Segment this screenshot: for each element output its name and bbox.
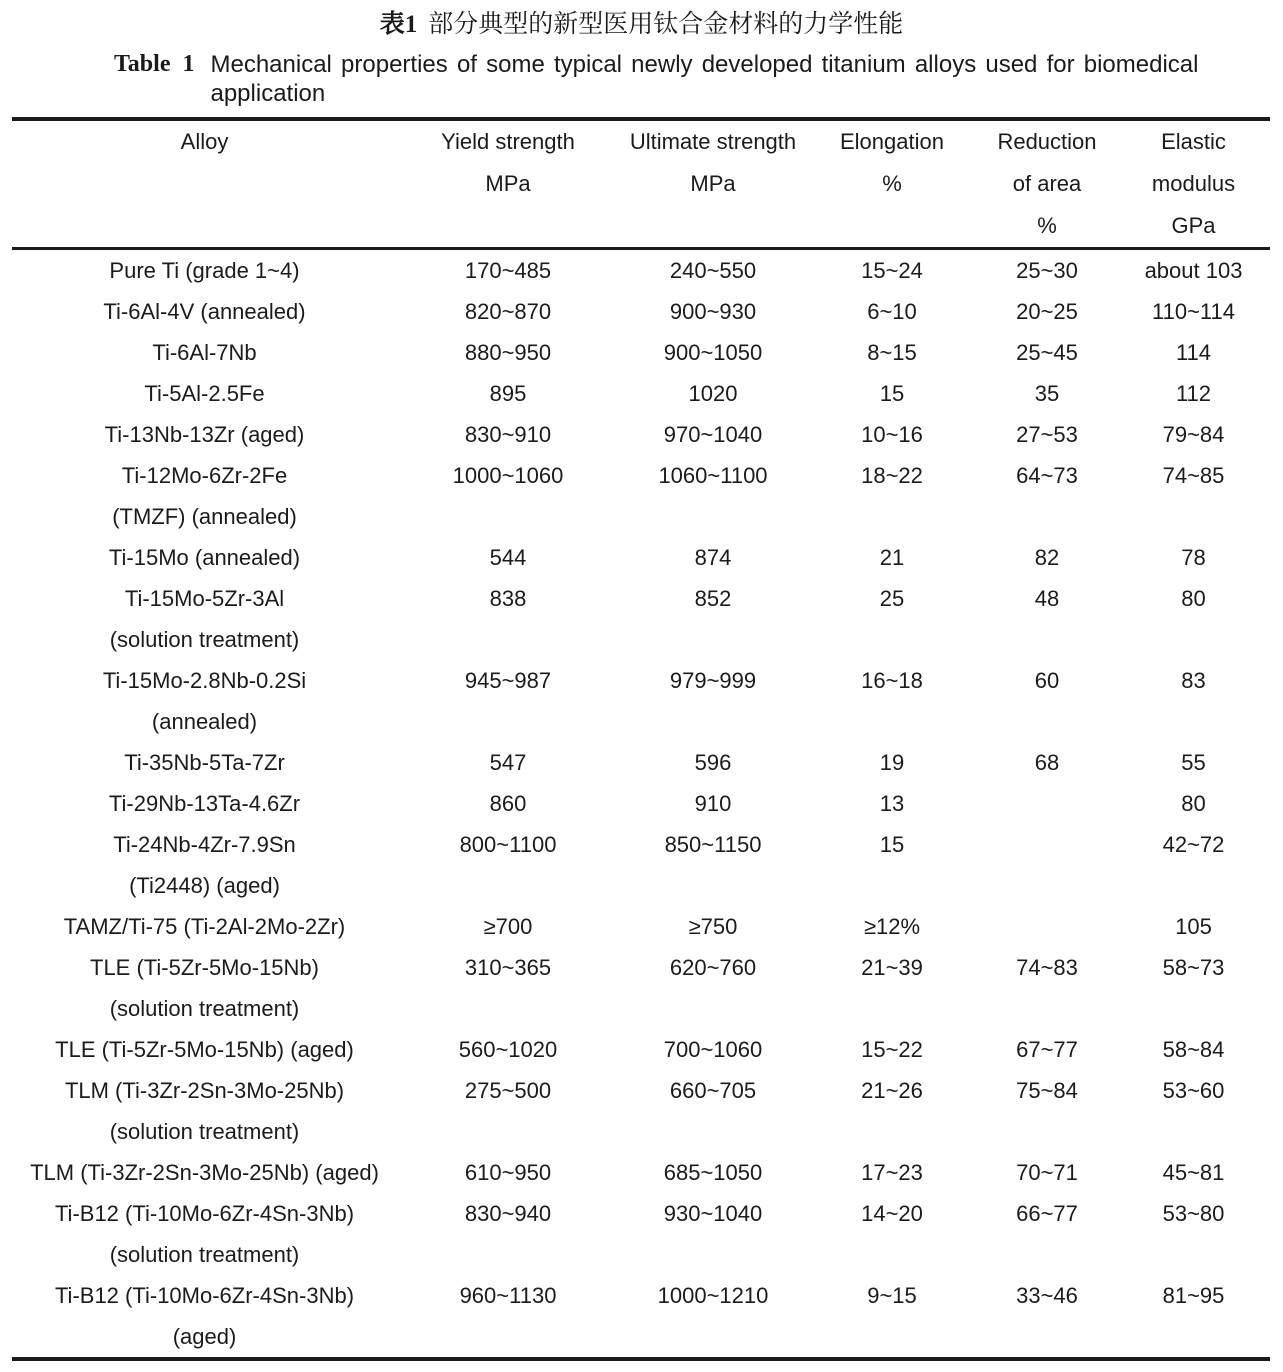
value-cell-elongation — [807, 1029, 977, 1070]
value-cell-ultimate-strength — [619, 660, 807, 742]
table-title-zh-text: 部分典型的新型医用钛合金材料的力学性能 — [428, 11, 904, 38]
value-line: 33~46 — [1016, 1283, 1078, 1308]
value-cell-reduction-of-area — [977, 660, 1117, 742]
header-cell-yield-strength — [397, 119, 619, 249]
value-line: 700~1060 — [663, 1037, 763, 1062]
alloy-cell — [12, 373, 397, 414]
value-line: 114 — [1175, 340, 1212, 365]
value-cell-reduction-of-area — [977, 537, 1117, 578]
value-line: 81~95 — [1162, 1283, 1225, 1308]
value-line: 970~1040 — [663, 422, 763, 447]
header-cell-reduction-of-area — [977, 119, 1117, 249]
value-line: 240~550 — [669, 258, 757, 283]
value-cell-elastic-modulus — [1117, 1193, 1270, 1275]
alloy-line: Ti-13Nb-13Zr (aged) — [104, 422, 305, 447]
alloy-line: (TMZF) (annealed) — [112, 504, 297, 529]
header-line: % — [1037, 213, 1057, 238]
value-cell-ultimate-strength — [619, 537, 807, 578]
value-line: 48 — [1034, 586, 1060, 611]
value-cell-elongation — [807, 1070, 977, 1152]
value-cell-elongation — [807, 906, 977, 947]
alloy-line: (solution treatment) — [109, 1119, 300, 1144]
value-line: about 103 — [1144, 258, 1243, 283]
value-line: 9~15 — [867, 1283, 917, 1308]
table-row — [12, 1275, 1270, 1359]
value-line: 25 — [879, 586, 905, 611]
header-line: GPa — [1171, 213, 1216, 238]
value-line: 900~930 — [669, 299, 757, 324]
value-cell-elongation — [807, 373, 977, 414]
value-cell-reduction-of-area — [977, 1029, 1117, 1070]
table-row — [12, 742, 1270, 783]
alloy-cell — [12, 455, 397, 537]
value-cell-yield-strength — [397, 1152, 619, 1193]
value-line: 15~24 — [861, 258, 923, 283]
header-line: modulus — [1151, 171, 1236, 196]
value-cell-yield-strength — [397, 906, 619, 947]
value-line: 820~870 — [464, 299, 552, 324]
value-cell-elastic-modulus — [1117, 578, 1270, 660]
value-line: 68 — [1034, 750, 1060, 775]
value-cell-yield-strength — [397, 1029, 619, 1070]
value-line: 112 — [1175, 381, 1212, 406]
value-line: 8~15 — [867, 340, 917, 365]
value-line: 82 — [1034, 545, 1060, 570]
value-cell-elongation — [807, 947, 977, 1029]
value-cell-elongation — [807, 824, 977, 906]
alloy-cell — [12, 537, 397, 578]
value-line: 10~16 — [861, 422, 923, 447]
table-row — [12, 947, 1270, 1029]
value-cell-yield-strength — [397, 947, 619, 1029]
value-line: 64~73 — [1016, 463, 1078, 488]
value-cell-yield-strength — [397, 578, 619, 660]
alloy-line: Ti-12Mo-6Zr-2Fe — [121, 463, 288, 488]
alloy-line: Ti-15Mo-2.8Nb-0.2Si — [102, 668, 307, 693]
value-line: 1060~1100 — [658, 463, 768, 488]
alloy-line: (annealed) — [151, 709, 258, 734]
value-cell-ultimate-strength — [619, 373, 807, 414]
value-cell-yield-strength — [397, 1275, 619, 1359]
value-line: 170~485 — [464, 258, 552, 283]
value-line: 560~1020 — [458, 1037, 558, 1062]
value-line: 80 — [1181, 586, 1206, 611]
value-line: 75~84 — [1016, 1078, 1078, 1103]
header-line: of area — [1012, 171, 1082, 196]
value-cell-elastic-modulus — [1117, 947, 1270, 1029]
value-line: 110~114 — [1152, 299, 1235, 324]
alloy-line: TLM (Ti-3Zr-2Sn-3Mo-25Nb) (aged) — [30, 1160, 379, 1185]
value-line: 1000~1060 — [452, 463, 564, 488]
alloy-line: (solution treatment) — [109, 996, 300, 1021]
value-line: 55 — [1181, 750, 1206, 775]
alloy-cell — [12, 249, 397, 292]
alloy-line: Ti-24Nb-4Zr-7.9Sn — [113, 832, 296, 857]
value-cell-ultimate-strength — [619, 578, 807, 660]
value-cell-ultimate-strength — [619, 291, 807, 332]
alloy-line: (Ti2448) (aged) — [129, 873, 280, 898]
value-line: 78 — [1181, 545, 1206, 570]
value-cell-reduction-of-area — [977, 1275, 1117, 1359]
value-line: 310~365 — [464, 955, 552, 980]
value-cell-elongation — [807, 537, 977, 578]
value-cell-elastic-modulus — [1117, 537, 1270, 578]
alloy-line: Ti-B12 (Ti-10Mo-6Zr-4Sn-3Nb) — [54, 1283, 355, 1308]
value-cell-ultimate-strength — [619, 414, 807, 455]
table-row — [12, 1193, 1270, 1275]
table-row — [12, 1152, 1270, 1193]
value-cell-elastic-modulus — [1117, 1070, 1270, 1152]
value-cell-ultimate-strength — [619, 332, 807, 373]
table-row — [12, 906, 1270, 947]
value-cell-ultimate-strength — [619, 906, 807, 947]
value-cell-reduction-of-area — [977, 1070, 1117, 1152]
value-cell-elastic-modulus — [1117, 1152, 1270, 1193]
value-line: 930~1040 — [663, 1201, 763, 1226]
header-line: MPa — [690, 171, 736, 196]
value-cell-reduction-of-area — [977, 742, 1117, 783]
table-row — [12, 414, 1270, 455]
value-line: 58~73 — [1162, 955, 1225, 980]
header-line: Elastic — [1161, 129, 1226, 154]
value-cell-ultimate-strength — [619, 1152, 807, 1193]
value-line: 660~705 — [669, 1078, 757, 1103]
value-cell-elongation — [807, 742, 977, 783]
table-row — [12, 824, 1270, 906]
value-cell-elongation — [807, 291, 977, 332]
value-cell-elongation — [807, 1193, 977, 1275]
value-cell-elongation — [807, 249, 977, 292]
value-cell-ultimate-strength — [619, 455, 807, 537]
value-cell-elongation — [807, 660, 977, 742]
table-caption-line2: application — [210, 80, 326, 107]
value-cell-reduction-of-area — [977, 1152, 1117, 1193]
value-cell-ultimate-strength — [619, 1275, 807, 1359]
value-cell-elongation — [807, 1152, 977, 1193]
value-line: 20~25 — [1016, 299, 1078, 324]
value-line: 544 — [489, 545, 527, 570]
alloy-cell — [12, 824, 397, 906]
value-cell-yield-strength — [397, 1070, 619, 1152]
value-line: 945~987 — [464, 668, 552, 693]
value-line: 17~23 — [861, 1160, 923, 1185]
alloy-line: Ti-B12 (Ti-10Mo-6Zr-4Sn-3Nb) — [54, 1201, 355, 1226]
value-line: 83 — [1181, 668, 1206, 693]
value-cell-ultimate-strength — [619, 1070, 807, 1152]
alloy-cell — [12, 742, 397, 783]
header-line: Yield strength — [441, 129, 575, 154]
value-cell-elongation — [807, 455, 977, 537]
value-line: 53~80 — [1162, 1201, 1225, 1226]
value-cell-reduction-of-area — [977, 783, 1117, 824]
value-cell-ultimate-strength — [619, 249, 807, 292]
value-cell-elongation — [807, 1275, 977, 1359]
value-line: 596 — [694, 750, 732, 775]
header-line: Alloy — [180, 129, 229, 154]
value-cell-ultimate-strength — [619, 1029, 807, 1070]
value-line: 21~39 — [861, 955, 923, 980]
value-cell-ultimate-strength — [619, 742, 807, 783]
header-line: % — [882, 171, 902, 196]
value-line: 275~500 — [464, 1078, 552, 1103]
value-line: 850~1150 — [664, 832, 762, 857]
value-line: 852 — [694, 586, 732, 611]
alloy-cell — [12, 783, 397, 824]
table-caption-en — [114, 50, 1283, 108]
value-cell-yield-strength — [397, 783, 619, 824]
value-line: 979~999 — [669, 668, 757, 693]
value-line: ≥750 — [688, 914, 738, 939]
alloy-cell — [12, 1152, 397, 1193]
value-line: 15~22 — [861, 1037, 923, 1062]
table-title-zh — [0, 0, 1283, 40]
value-cell-elastic-modulus — [1117, 414, 1270, 455]
value-cell-elastic-modulus — [1117, 1275, 1270, 1359]
value-line: 685~1050 — [663, 1160, 763, 1185]
table-row — [12, 537, 1270, 578]
value-line: 1000~1210 — [657, 1283, 769, 1308]
alloy-cell — [12, 578, 397, 660]
alloy-line: Ti-6Al-7Nb — [152, 340, 257, 365]
value-line: 18~22 — [861, 463, 923, 488]
value-cell-elastic-modulus — [1117, 660, 1270, 742]
value-line: ≥700 — [483, 914, 533, 939]
value-cell-ultimate-strength — [619, 947, 807, 1029]
value-cell-elastic-modulus — [1117, 249, 1270, 292]
alloy-line: TLM (Ti-3Zr-2Sn-3Mo-25Nb) — [64, 1078, 345, 1103]
value-line: 15 — [879, 381, 905, 406]
value-line: 880~950 — [464, 340, 552, 365]
alloy-cell — [12, 1070, 397, 1152]
value-cell-yield-strength — [397, 332, 619, 373]
alloy-line: (aged) — [172, 1324, 237, 1349]
table-row — [12, 660, 1270, 742]
table-body — [12, 249, 1270, 1360]
value-line: 35 — [1034, 381, 1060, 406]
alloy-line: (solution treatment) — [109, 1242, 300, 1267]
header-cell-ultimate-strength — [619, 119, 807, 249]
value-line: 45~81 — [1162, 1160, 1225, 1185]
value-cell-yield-strength — [397, 373, 619, 414]
header-line: MPa — [485, 171, 531, 196]
header-cell-elongation — [807, 119, 977, 249]
value-cell-reduction-of-area — [977, 249, 1117, 292]
alloy-line: Ti-6Al-4V (annealed) — [103, 299, 306, 324]
table-row — [12, 578, 1270, 660]
table-row — [12, 1070, 1270, 1152]
value-cell-elastic-modulus — [1117, 783, 1270, 824]
value-line: 70~71 — [1016, 1160, 1078, 1185]
value-cell-reduction-of-area — [977, 578, 1117, 660]
table-row — [12, 373, 1270, 414]
value-cell-elongation — [807, 578, 977, 660]
value-line: 910 — [694, 791, 732, 816]
alloy-line: Pure Ti (grade 1~4) — [109, 258, 300, 283]
alloy-line: (solution treatment) — [109, 627, 300, 652]
alloy-cell — [12, 291, 397, 332]
value-cell-elastic-modulus — [1117, 1029, 1270, 1070]
value-line: 874 — [694, 545, 732, 570]
value-line: 25~30 — [1016, 258, 1078, 283]
value-cell-yield-strength — [397, 291, 619, 332]
alloy-line: TAMZ/Ti-75 (Ti-2Al-2Mo-2Zr) — [63, 914, 346, 939]
value-line: 79~84 — [1162, 422, 1225, 447]
value-line: 830~940 — [464, 1201, 552, 1226]
value-cell-reduction-of-area — [977, 332, 1117, 373]
value-line: 960~1130 — [459, 1283, 557, 1308]
value-line: 895 — [489, 381, 527, 406]
alloy-cell — [12, 414, 397, 455]
value-cell-yield-strength — [397, 249, 619, 292]
header-line: Ultimate strength — [629, 129, 797, 154]
header-line: Elongation — [840, 129, 944, 154]
value-line: 838 — [489, 586, 527, 611]
alloy-line: TLE (Ti-5Zr-5Mo-15Nb) (aged) — [55, 1037, 354, 1062]
header-cell-alloy — [12, 119, 397, 249]
value-line: 14~20 — [861, 1201, 923, 1226]
value-cell-elastic-modulus — [1117, 742, 1270, 783]
value-line: 67~77 — [1016, 1037, 1078, 1062]
value-cell-elastic-modulus — [1117, 291, 1270, 332]
table-caption-label: Table 1 — [114, 51, 195, 77]
value-line: 27~53 — [1016, 422, 1078, 447]
value-cell-reduction-of-area — [977, 947, 1117, 1029]
alloy-cell — [12, 906, 397, 947]
table-row — [12, 332, 1270, 373]
value-cell-yield-strength — [397, 660, 619, 742]
value-line: 860 — [489, 791, 527, 816]
alloy-cell — [12, 1275, 397, 1359]
value-line: 21~26 — [861, 1078, 923, 1103]
value-cell-elastic-modulus — [1117, 455, 1270, 537]
alloy-line: Ti-15Mo (annealed) — [108, 545, 301, 570]
value-line: 74~85 — [1162, 463, 1225, 488]
table-row — [12, 249, 1270, 292]
value-line: 1020 — [688, 381, 738, 406]
alloy-line: Ti-5Al-2.5Fe — [144, 381, 265, 406]
alloy-line: TLE (Ti-5Zr-5Mo-15Nb) — [90, 955, 319, 980]
value-cell-reduction-of-area — [977, 1193, 1117, 1275]
alloy-properties-table — [12, 117, 1270, 1361]
alloy-cell — [12, 1029, 397, 1070]
value-line: 53~60 — [1162, 1078, 1225, 1103]
value-cell-reduction-of-area — [977, 906, 1117, 947]
value-line: 13 — [879, 791, 905, 816]
value-line: 21 — [879, 545, 905, 570]
value-line: 66~77 — [1016, 1201, 1078, 1226]
value-line: 19 — [879, 750, 905, 775]
table-row — [12, 783, 1270, 824]
value-line: 60 — [1034, 668, 1060, 693]
alloy-cell — [12, 1193, 397, 1275]
value-cell-elongation — [807, 332, 977, 373]
value-line: 105 — [1175, 914, 1212, 939]
value-line: 6~10 — [867, 299, 917, 324]
value-cell-ultimate-strength — [619, 824, 807, 906]
value-cell-elongation — [807, 783, 977, 824]
value-line: 830~910 — [464, 422, 552, 447]
table-caption-body — [210, 50, 1283, 108]
header-line: Reduction — [997, 129, 1097, 154]
alloy-line: Ti-15Mo-5Zr-3Al — [124, 586, 285, 611]
value-line: 16~18 — [861, 668, 923, 693]
value-cell-reduction-of-area — [977, 414, 1117, 455]
value-line: ≥12% — [863, 914, 921, 939]
value-cell-ultimate-strength — [619, 1193, 807, 1275]
value-cell-elastic-modulus — [1117, 332, 1270, 373]
value-line: 58~84 — [1162, 1037, 1225, 1062]
value-cell-ultimate-strength — [619, 783, 807, 824]
alloy-cell — [12, 332, 397, 373]
header-cell-elastic-modulus — [1117, 119, 1270, 249]
value-line: 42~72 — [1162, 832, 1225, 857]
value-cell-reduction-of-area — [977, 373, 1117, 414]
value-cell-elongation — [807, 414, 977, 455]
value-line: 610~950 — [464, 1160, 552, 1185]
table-header — [12, 119, 1270, 249]
table-row — [12, 455, 1270, 537]
alloy-cell — [12, 660, 397, 742]
value-cell-elastic-modulus — [1117, 906, 1270, 947]
alloy-cell — [12, 947, 397, 1029]
alloy-line: Ti-35Nb-5Ta-7Zr — [124, 750, 285, 775]
value-cell-reduction-of-area — [977, 824, 1117, 906]
value-cell-reduction-of-area — [977, 455, 1117, 537]
value-line: 900~1050 — [663, 340, 763, 365]
table-caption-line1: Mechanical properties of some typical newly developed titanium alloys used for biomedical — [210, 51, 1199, 78]
value-line: 800~1100 — [459, 832, 557, 857]
value-cell-yield-strength — [397, 742, 619, 783]
value-cell-yield-strength — [397, 537, 619, 578]
value-cell-elastic-modulus — [1117, 373, 1270, 414]
value-line: 547 — [489, 750, 527, 775]
table-row — [12, 291, 1270, 332]
table-row — [12, 1029, 1270, 1070]
value-line: 74~83 — [1016, 955, 1078, 980]
value-cell-elastic-modulus — [1117, 824, 1270, 906]
value-cell-yield-strength — [397, 1193, 619, 1275]
value-line: 25~45 — [1016, 340, 1078, 365]
value-line: 620~760 — [669, 955, 757, 980]
value-cell-reduction-of-area — [977, 291, 1117, 332]
alloy-line: Ti-29Nb-13Ta-4.6Zr — [108, 791, 301, 816]
value-line: 15 — [879, 832, 905, 857]
value-cell-yield-strength — [397, 455, 619, 537]
table-title-zh-label: 表1 — [379, 11, 418, 38]
value-cell-yield-strength — [397, 414, 619, 455]
value-line: 80 — [1181, 791, 1206, 816]
value-cell-yield-strength — [397, 824, 619, 906]
header-row — [12, 119, 1270, 249]
